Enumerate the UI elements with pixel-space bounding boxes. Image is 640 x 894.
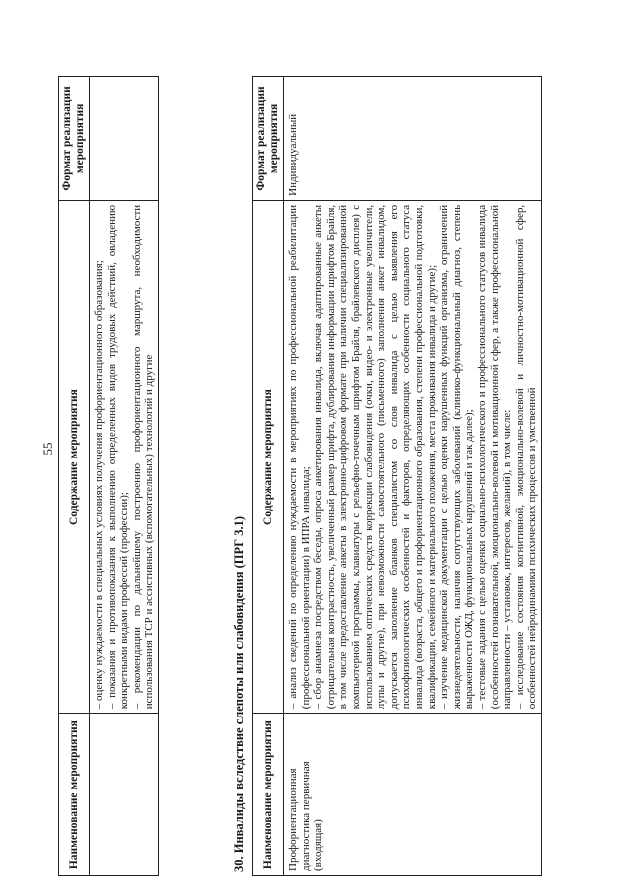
content-line: – анализ сведений по определению нуждаемости в мероприятиях по профессиональной реабилитации (профессиональной ориентации) в ИПРА инвалида; <box>287 204 312 710</box>
header-name: Наименование мероприятия <box>59 714 90 876</box>
cell-format: Индивидуальный <box>284 77 542 201</box>
content-line: – оценку нуждаемости в специальных условиях получения профориентационного образования; <box>93 260 105 710</box>
content-line: – тестовые задания с целью оценки социально-психологического и профессионального статусов инвалида (особенностей познавательной, эмоционально-волевой и мотивационной сфер, а также профессиональной направленности – установок, интересов, желаний), в том числе: <box>475 204 514 710</box>
page-number: 55 <box>40 442 55 456</box>
header-content: Содержание мероприятия <box>59 200 90 713</box>
header-content: Содержание мероприятия <box>253 200 284 713</box>
cell-content <box>284 200 542 713</box>
table-section-30 <box>252 76 542 876</box>
header-name: Наименование мероприятия <box>253 714 284 876</box>
header-format: Формат реализации мероприятия <box>59 77 90 201</box>
table-previous-section <box>58 76 159 876</box>
cell-name: Профориентационная диагностика первичная (входящая) <box>284 714 542 876</box>
content-line: – сбор анамнеза посредством беседы, опроса анкетирования инвалида, включая адаптированные анкеты (отрицательная контрастность, увеличенный размер шрифта, дублирования информации шрифтом Брайля, в том числе предоставление анкеты в электронно-цифровом формате при наличии специализированной компьютерной программы, клавиатуры с рельефно-точечным шрифтом Брайля, брайлевского дисплея) с использованием оптических средств коррекции слабовидения (очки, видео- и электронные увеличители, лупы и другие), при невозможности самостоятельного (письменного) заполнения анкет инвалидом, допускается заполнение бланков специалистом со слов инвалида с целью выявления его психофизиологических особенностей и факторов, определяющих особенности социального статуса инвалида (возраста, общего и профориентационного образования, степени профессиональной подготовки, квалификации, семейного и материального положения, места проживания инвалида и другие); <box>312 204 438 710</box>
cell-content <box>90 200 159 713</box>
content-line: – изучение медицинской документации с целью оценки нарушенных функций организма, ограничений жизнедеятельности, наличия сопутствующих заболеваний (клинико-функциональный диагноз, степень выраженности ОЖД, функциональных нарушений и так далее); <box>438 204 476 710</box>
cell-name <box>90 714 159 876</box>
content-line: – исследование состояния когнитивной, эмоционально-волевой и личностно-мотивационной сфер, особенностей нейродинамики психических процессов и умственной <box>513 204 539 710</box>
section-title: 30. Инвалиды вследствие слепоты или слабовидения (ПРГ 3.1) <box>232 516 246 872</box>
content-line: – показания и противопоказания к выполнению определенных видов трудовых действий, овладению конкретными видами профессий (профессии); <box>105 204 131 710</box>
cell-format <box>90 77 159 201</box>
content-line: – рекомендации по дальнейшему построению профориентационного маршрута, необходимости использования ТСР и ассистивных (вспомогательных) технологий и другие <box>130 204 156 710</box>
header-format: Формат реализации мероприятия <box>253 77 284 201</box>
